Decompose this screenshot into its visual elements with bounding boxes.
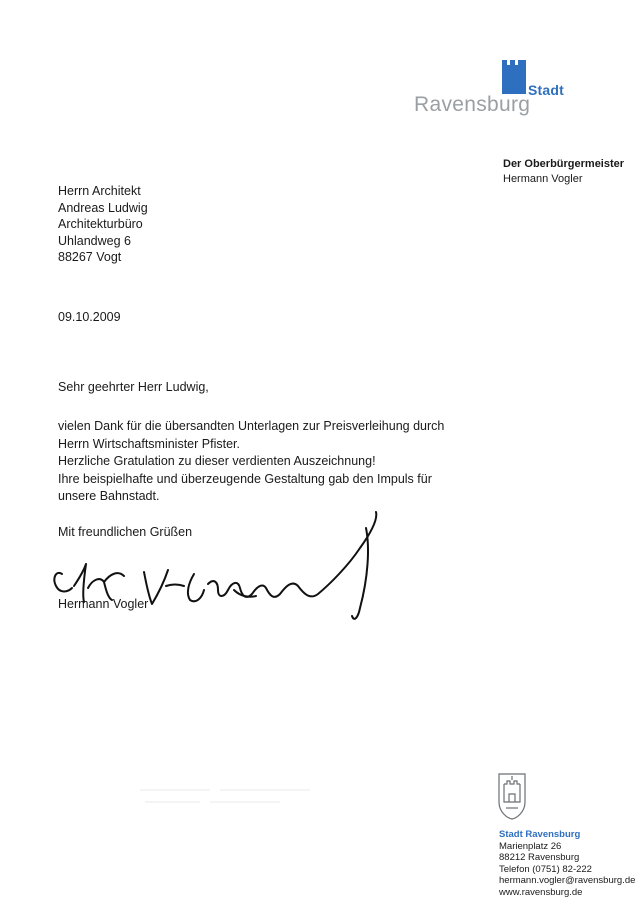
footer-line: Telefon (0751) 82-222 bbox=[499, 863, 592, 875]
city-logo bbox=[412, 56, 592, 120]
logo-word-stadt: Stadt bbox=[528, 82, 564, 98]
signer-name: Hermann Vogler bbox=[58, 597, 149, 611]
footer-email: hermann.vogler@ravensburg.de bbox=[499, 875, 636, 887]
body-line: Herrn Wirtschaftsminister Pfister. bbox=[58, 436, 240, 451]
body-line: Ihre beispielhafte und überzeugende Gestaltung gab den Impuls für bbox=[58, 471, 432, 486]
recipient-line: Herrn Architekt bbox=[58, 184, 141, 198]
footer-line: 88212 Ravensburg bbox=[499, 852, 580, 864]
body-line: unsere Bahnstadt. bbox=[58, 489, 160, 503]
tower-icon bbox=[502, 60, 526, 94]
recipient-line: Architekturbüro bbox=[58, 217, 143, 231]
salutation: Sehr geehrter Herr Ludwig, bbox=[58, 380, 209, 394]
city-crest-icon bbox=[497, 772, 527, 820]
body-line: Herzliche Gratulation zu dieser verdienten Auszeichnung! bbox=[58, 454, 376, 468]
recipient-line: 88267 Vogt bbox=[58, 250, 122, 264]
paper-bleed-through bbox=[140, 780, 320, 810]
recipient-address bbox=[58, 183, 148, 266]
sender-role: Der Oberbürgermeister bbox=[503, 158, 625, 170]
footer-line: Marienplatz 26 bbox=[499, 840, 562, 852]
footer-website: www.ravensburg.de bbox=[499, 886, 583, 898]
recipient-line: Uhlandweg 6 bbox=[58, 233, 131, 248]
logo-word-ravensburg: Ravensburg bbox=[414, 93, 531, 116]
sender-block bbox=[503, 157, 624, 187]
letter-body bbox=[58, 418, 444, 506]
footer-contact bbox=[499, 829, 635, 899]
body-line: vielen Dank für die übersandten Unterlagen zur Preisverleihung durch bbox=[58, 419, 445, 433]
handwritten-signature bbox=[48, 508, 388, 628]
closing-phrase: Mit freundlichen Grüßen bbox=[58, 525, 193, 539]
sender-name: Hermann Vogler bbox=[503, 173, 583, 185]
letter-date: 09.10.2009 bbox=[58, 310, 121, 324]
recipient-line: Andreas Ludwig bbox=[58, 200, 148, 215]
footer-org: Stadt Ravensburg bbox=[499, 829, 581, 840]
